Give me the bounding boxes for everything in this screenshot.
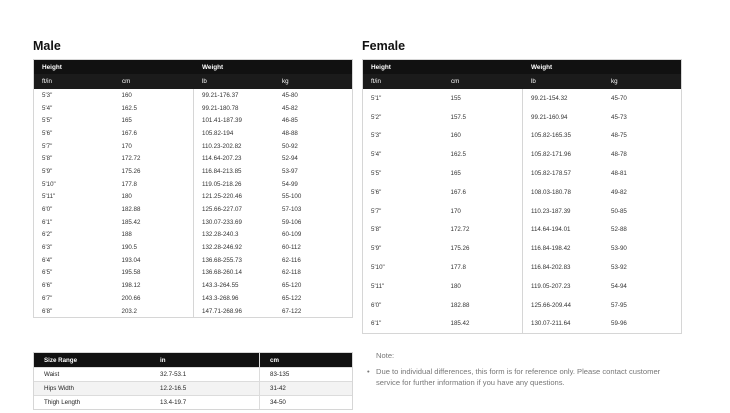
kg-cell: 49-82 <box>611 188 627 196</box>
ftin-cell: 6'2" <box>42 231 53 239</box>
cm-header: cm <box>451 78 460 85</box>
table-row <box>523 108 681 127</box>
kg-cell: 62-116 <box>282 256 301 264</box>
table-row <box>523 277 681 296</box>
table-row <box>194 254 352 267</box>
kg-cell: 65-122 <box>282 294 302 302</box>
weight-header: Weight <box>531 63 553 71</box>
table-row <box>194 127 352 140</box>
cm-cell: 155 <box>450 94 461 102</box>
ftin-cell: 6'7" <box>42 294 53 302</box>
height-columns <box>34 89 194 317</box>
kg-cell: 48-75 <box>611 132 627 140</box>
ftin-header: ft/in <box>371 78 381 85</box>
table-subheader-row <box>363 74 681 89</box>
kg-cell: 53-97 <box>282 167 298 175</box>
measure-label: Waist <box>44 371 60 378</box>
table-row <box>34 292 193 305</box>
lb-cell: 143.3-268.96 <box>202 294 239 302</box>
table-row <box>194 89 352 102</box>
ftin-cell: 6'5" <box>42 269 53 277</box>
lb-cell: 136.68-260.14 <box>202 269 242 277</box>
table-row <box>194 102 352 115</box>
cm-cell: 193.04 <box>121 256 141 264</box>
cm-cell: 165 <box>121 117 132 125</box>
table-row <box>194 305 352 318</box>
ftin-cell: 5'11" <box>371 282 385 290</box>
table-row <box>363 221 522 240</box>
lb-cell: 121.25-220.46 <box>202 193 242 201</box>
kg-cell: 53-90 <box>611 245 627 253</box>
lb-cell: 105.82-171.96 <box>531 151 571 159</box>
table-row <box>34 267 193 280</box>
table-row <box>194 241 352 254</box>
note-title: Note: <box>376 351 395 360</box>
ftin-cell: 5'2" <box>371 113 382 121</box>
table-body <box>363 89 681 333</box>
lb-cell: 108.03-180.78 <box>531 188 571 196</box>
kg-cell: 45-80 <box>282 91 298 99</box>
ftin-cell: 5'9" <box>371 245 382 253</box>
cm-value: 34-50 <box>270 399 286 406</box>
table-row <box>194 292 352 305</box>
table-row <box>34 203 193 216</box>
table-row <box>523 202 681 221</box>
weight-columns <box>523 89 681 333</box>
kg-cell: 67-122 <box>282 307 302 315</box>
ftin-cell: 5'7" <box>371 207 382 215</box>
lb-cell: 99.21-180.78 <box>202 104 239 112</box>
table-row <box>34 279 193 292</box>
lb-cell: 105.82-194 <box>202 129 234 137</box>
kg-cell: 60-112 <box>282 244 301 252</box>
cm-cell: 198.12 <box>121 282 141 290</box>
table-row <box>523 183 681 202</box>
ftin-cell: 5'10" <box>42 180 56 188</box>
lb-cell: 116.84-202.83 <box>531 264 571 272</box>
ftin-cell: 5'4" <box>371 151 382 159</box>
lb-header: lb <box>202 78 207 85</box>
lb-cell: 114.64-207.23 <box>202 155 242 163</box>
table-row <box>363 277 522 296</box>
ftin-cell: 5'7" <box>42 142 53 150</box>
table-row <box>194 114 352 127</box>
in-header: in <box>150 353 260 367</box>
note-item <box>367 367 677 388</box>
ftin-cell: 5'8" <box>42 155 53 163</box>
table-subheader-row <box>34 74 352 89</box>
kg-cell: 57-103 <box>282 206 302 214</box>
cm-cell: 203.2 <box>121 307 137 315</box>
lb-cell: 125.66-209.44 <box>531 301 571 309</box>
height-columns <box>363 89 523 333</box>
cm-cell: 170 <box>121 142 132 150</box>
measure-label: Thigh Length <box>44 399 81 406</box>
cm-cell: 177.8 <box>450 264 466 272</box>
ftin-cell: 5'9" <box>42 167 53 175</box>
cm-cell: 195.58 <box>121 269 141 277</box>
table-row <box>34 178 193 191</box>
lb-cell: 110.23-187.39 <box>531 207 571 215</box>
table-row <box>523 127 681 146</box>
note-bullet: • <box>367 367 370 376</box>
female-size-table <box>362 59 682 334</box>
cm-header: cm <box>270 356 279 364</box>
female-title: Female <box>362 39 406 53</box>
table-row <box>34 165 193 178</box>
table-row <box>194 279 352 292</box>
kg-cell: 57-95 <box>611 301 627 309</box>
table-row <box>194 191 352 204</box>
lb-cell: 125.66-227.07 <box>202 206 242 214</box>
kg-cell: 52-88 <box>611 226 627 234</box>
kg-cell: 48-78 <box>611 151 627 159</box>
kg-cell: 45-70 <box>611 94 627 102</box>
cm-cell: 162.5 <box>121 104 137 112</box>
lb-cell: 105.82-165.35 <box>531 132 571 140</box>
cm-header: cm <box>122 78 131 85</box>
lb-cell: 147.71-268.96 <box>202 307 242 315</box>
cm-cell: 190.5 <box>121 244 137 252</box>
cm-cell: 180 <box>450 282 461 290</box>
table-row <box>194 152 352 165</box>
table-row <box>523 239 681 258</box>
table-row <box>363 127 522 146</box>
kg-cell: 62-118 <box>282 269 301 277</box>
cm-cell: 175.26 <box>450 245 470 253</box>
kg-cell: 45-82 <box>282 104 298 112</box>
cm-value: 83-135 <box>270 371 290 378</box>
kg-cell: 50-92 <box>282 142 298 150</box>
table-row <box>194 178 352 191</box>
kg-cell: 60-109 <box>282 231 302 239</box>
cm-cell: 160 <box>121 91 132 99</box>
table-row <box>363 89 522 108</box>
table-row <box>34 241 193 254</box>
table-row <box>363 164 522 183</box>
lb-cell: 130.07-211.64 <box>531 320 571 328</box>
kg-cell: 46-85 <box>282 117 298 125</box>
size-range-row <box>34 367 352 381</box>
kg-cell: 59-96 <box>611 320 627 328</box>
ftin-cell: 5'5" <box>371 170 382 178</box>
table-row <box>194 216 352 229</box>
table-header-row <box>363 60 681 74</box>
cm-cell: 170 <box>450 207 461 215</box>
height-header: Height <box>42 63 62 71</box>
size-range-table <box>33 352 353 410</box>
table-row <box>363 183 522 202</box>
ftin-cell: 5'6" <box>371 188 382 196</box>
kg-cell: 54-99 <box>282 180 298 188</box>
ftin-cell: 6'1" <box>42 218 53 226</box>
inch-value: 12.2-16.5 <box>150 382 260 395</box>
cm-cell: 172.72 <box>450 226 470 234</box>
table-row <box>363 145 522 164</box>
cm-cell: 177.8 <box>121 180 137 188</box>
cm-cell: 185.42 <box>121 218 141 226</box>
table-row <box>363 315 522 334</box>
lb-cell: 99.21-176.37 <box>202 91 239 99</box>
weight-header: Weight <box>202 63 224 71</box>
lb-cell: 116.84-213.85 <box>202 167 242 175</box>
kg-cell: 54-94 <box>611 282 627 290</box>
table-body <box>34 89 352 317</box>
ftin-cell: 6'1" <box>371 320 382 328</box>
inch-value: 32.7-53.1 <box>150 368 260 381</box>
male-size-table <box>33 59 353 318</box>
cm-cell: 185.42 <box>450 320 470 328</box>
cm-cell: 188 <box>121 231 132 239</box>
table-row <box>34 305 193 318</box>
table-row <box>523 315 681 334</box>
cm-cell: 182.88 <box>121 206 141 214</box>
kg-cell: 55-100 <box>282 193 302 201</box>
table-row <box>194 140 352 153</box>
cm-cell: 162.5 <box>450 151 466 159</box>
kg-cell: 48-88 <box>282 129 298 137</box>
ftin-cell: 5'4" <box>42 104 53 112</box>
lb-cell: 101.41-187.39 <box>202 117 242 125</box>
kg-cell: 48-81 <box>611 170 627 178</box>
table-row <box>523 164 681 183</box>
ftin-cell: 5'3" <box>42 91 53 99</box>
ftin-header: ft/in <box>42 78 52 85</box>
measure-label: Hips Width <box>44 385 74 392</box>
cm-cell: 180 <box>121 193 132 201</box>
table-row <box>363 108 522 127</box>
table-row <box>194 165 352 178</box>
lb-cell: 119.05-207.23 <box>531 282 571 290</box>
ftin-cell: 6'0" <box>42 206 53 214</box>
lb-header: lb <box>531 78 536 85</box>
cm-cell: 167.6 <box>121 129 137 137</box>
ftin-cell: 6'6" <box>42 282 53 290</box>
lb-cell: 99.21-154.32 <box>531 94 568 102</box>
lb-cell: 99.21-160.94 <box>531 113 568 121</box>
cm-cell: 165 <box>450 170 461 178</box>
kg-cell: 52-94 <box>282 155 298 163</box>
table-row <box>523 89 681 108</box>
ftin-cell: 6'4" <box>42 256 53 264</box>
table-row <box>34 229 193 242</box>
ftin-cell: 6'0" <box>371 301 382 309</box>
male-title: Male <box>33 39 61 53</box>
ftin-cell: 6'8" <box>42 307 53 315</box>
table-row <box>523 296 681 315</box>
ftin-cell: 6'3" <box>42 244 53 252</box>
table-row <box>523 221 681 240</box>
weight-columns <box>194 89 352 317</box>
lb-cell: 105.82-178.57 <box>531 170 571 178</box>
table-row <box>363 296 522 315</box>
lb-cell: 130.07-233.69 <box>202 218 242 226</box>
ftin-cell: 5'3" <box>371 132 382 140</box>
cm-cell: 160 <box>450 132 461 140</box>
kg-cell: 65-120 <box>282 282 302 290</box>
ftin-cell: 5'10" <box>371 264 385 272</box>
lb-cell: 136.68-255.73 <box>202 256 242 264</box>
table-row <box>363 202 522 221</box>
table-row <box>523 258 681 277</box>
lb-cell: 114.64-194.01 <box>531 226 571 234</box>
ftin-cell: 5'8" <box>371 226 382 234</box>
table-row <box>34 102 193 115</box>
ftin-cell: 5'11" <box>42 193 56 201</box>
size-range-header-row <box>34 353 352 367</box>
inch-value: 13.4-19.7 <box>150 396 260 409</box>
table-row <box>194 203 352 216</box>
ftin-cell: 5'5" <box>42 117 53 125</box>
table-row <box>34 114 193 127</box>
table-row <box>194 229 352 242</box>
kg-cell: 50-85 <box>611 207 627 215</box>
cm-cell: 182.88 <box>450 301 470 309</box>
kg-header: kg <box>611 78 618 85</box>
lb-cell: 110.23-202.82 <box>202 142 242 150</box>
cm-cell: 157.5 <box>450 113 466 121</box>
kg-cell: 59-106 <box>282 218 302 226</box>
lb-cell: 132.28-246.92 <box>202 244 242 252</box>
table-row <box>363 258 522 277</box>
cm-cell: 172.72 <box>121 155 141 163</box>
kg-cell: 53-92 <box>611 264 627 272</box>
ftin-cell: 5'6" <box>42 129 53 137</box>
table-row <box>34 89 193 102</box>
table-row <box>34 140 193 153</box>
table-header-row <box>34 60 352 74</box>
table-row <box>363 239 522 258</box>
cm-cell: 175.26 <box>121 167 141 175</box>
cm-cell: 167.6 <box>450 188 466 196</box>
table-row <box>34 152 193 165</box>
note-text: Due to individual differences, this form is for reference only. Please contact customer service for further information if you have any questions. <box>376 367 661 387</box>
size-range-header: Size Range <box>44 356 78 364</box>
kg-cell: 45-73 <box>611 113 627 121</box>
table-row <box>34 254 193 267</box>
table-row <box>194 267 352 280</box>
kg-header: kg <box>282 78 289 85</box>
size-range-row <box>34 395 352 409</box>
table-row <box>34 127 193 140</box>
size-range-row <box>34 381 352 395</box>
table-row <box>523 145 681 164</box>
table-row <box>34 191 193 204</box>
height-header: Height <box>371 63 391 71</box>
lb-cell: 143.3-264.55 <box>202 282 239 290</box>
cm-cell: 200.66 <box>121 294 141 302</box>
cm-value: 31-42 <box>270 385 286 392</box>
ftin-cell: 5'1" <box>371 94 382 102</box>
lb-cell: 116.84-198.42 <box>531 245 571 253</box>
lb-cell: 119.05-218.26 <box>202 180 242 188</box>
lb-cell: 132.28-240.3 <box>202 231 239 239</box>
table-row <box>34 216 193 229</box>
